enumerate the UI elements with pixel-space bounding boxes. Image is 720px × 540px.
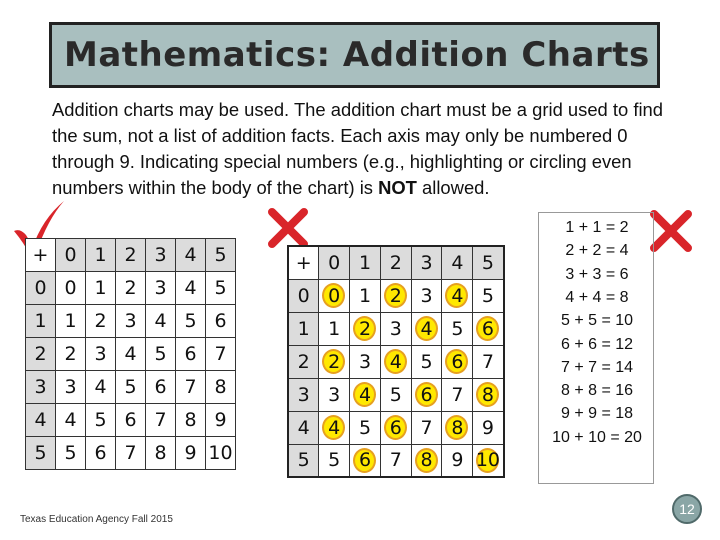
cell-value: 0: [328, 284, 341, 307]
addition-facts-list: [538, 212, 654, 484]
fact-item: 7 + 7 = 14: [560, 358, 634, 376]
cell-value: 8: [451, 416, 464, 439]
table-cell: 1: [56, 305, 86, 338]
fact-item: 8 + 8 = 16: [560, 382, 634, 400]
cell-value: 6: [451, 350, 464, 373]
table-cell: 9: [206, 404, 236, 437]
fact-item: 2 + 2 = 4: [565, 242, 629, 260]
table-row: [26, 272, 236, 305]
header-cell: 1: [350, 246, 381, 279]
cell-value: 6: [389, 416, 402, 439]
highlighted-cell: [319, 279, 350, 312]
table-cell: 7: [411, 411, 442, 444]
fact-item: 1 + 1 = 2: [565, 219, 629, 236]
header-row: [288, 246, 504, 279]
x-mark-icon: [266, 206, 310, 250]
table-row: [288, 279, 504, 312]
table-cell: 5: [146, 338, 176, 371]
header-cell: 2: [116, 239, 146, 272]
cell-value: 4: [451, 284, 464, 307]
header-cell: 5: [206, 239, 236, 272]
header-cell: 3: [288, 378, 319, 411]
footer-text: Texas Education Agency Fall 2015: [20, 514, 173, 525]
header-cell: 4: [26, 404, 56, 437]
highlighted-cell: [442, 345, 473, 378]
table-row: [26, 437, 236, 470]
header-cell: 1: [288, 312, 319, 345]
header-cell: 5: [26, 437, 56, 470]
table-cell: 5: [350, 411, 381, 444]
table-cell: 7: [380, 444, 411, 477]
table-cell: 6: [206, 305, 236, 338]
table-cell: 8: [146, 437, 176, 470]
table-cell: 0: [56, 272, 86, 305]
table-row: [26, 371, 236, 404]
fact-item: 9 + 9 = 18: [560, 405, 634, 423]
highlighted-cell: [473, 312, 504, 345]
cell-value: 4: [358, 383, 372, 406]
table-cell: 2: [116, 272, 146, 305]
table-cell: 7: [116, 437, 146, 470]
highlighted-cell: [473, 444, 504, 477]
highlighted-cell: [350, 312, 381, 345]
allowed-addition-chart: [25, 238, 236, 470]
cell-value: 6: [481, 317, 494, 340]
table-cell: 5: [442, 312, 473, 345]
table-cell: 10: [206, 437, 236, 470]
header-cell: 3: [146, 239, 176, 272]
header-cell: 2: [288, 345, 319, 378]
cell-value: 2: [358, 317, 372, 340]
cell-value: 4: [389, 350, 402, 373]
table-row: [26, 404, 236, 437]
table-cell: 5: [411, 345, 442, 378]
header-cell: 1: [86, 239, 116, 272]
header-cell: 5: [473, 246, 504, 279]
table-cell: 5: [473, 279, 504, 312]
title-box: [49, 22, 660, 88]
cell-value: 4: [328, 416, 341, 439]
header-cell: 2: [26, 338, 56, 371]
intro-bold-not: NOT: [378, 177, 417, 198]
table-cell: 5: [116, 371, 146, 404]
highlighted-cell: [380, 345, 411, 378]
table-cell: 3: [411, 279, 442, 312]
table-cell: 8: [206, 371, 236, 404]
table-row: [26, 338, 236, 371]
cell-value: 2: [328, 350, 341, 373]
table-cell: 3: [350, 345, 381, 378]
table-cell: 4: [56, 404, 86, 437]
table-cell: 5: [206, 272, 236, 305]
header-cell: 0: [319, 246, 350, 279]
header-cell: +: [26, 239, 56, 272]
highlighted-cell: [411, 378, 442, 411]
header-cell: +: [288, 246, 319, 279]
table-row: [288, 312, 504, 345]
header-cell: 0: [288, 279, 319, 312]
highlighted-cell: [473, 378, 504, 411]
header-cell: 0: [26, 272, 56, 305]
highlighted-cell: [319, 345, 350, 378]
header-cell: 1: [26, 305, 56, 338]
intro-text: Addition charts may be used. The addition chart must be a grid used to find the sum, not a list of addition facts. Each axis may only be numbered 0 through 9. Indicating special numbers (e.g., highlighting or circling even numbers within the body of the chart) is: [52, 99, 663, 198]
page-title: Mathematics: Addition Charts: [64, 35, 650, 75]
table-cell: 6: [146, 371, 176, 404]
header-cell: 4: [288, 411, 319, 444]
header-cell: 0: [56, 239, 86, 272]
highlighted-cell: [411, 312, 442, 345]
fact-item: 5 + 5 = 10: [560, 312, 634, 330]
highlighted-cell: [350, 444, 381, 477]
table-cell: 5: [86, 404, 116, 437]
table-cell: 7: [442, 378, 473, 411]
table-cell: 7: [176, 371, 206, 404]
highlighted-cell: [411, 444, 442, 477]
table-cell: 9: [442, 444, 473, 477]
table-row: [26, 305, 236, 338]
table-cell: 1: [86, 272, 116, 305]
header-cell: 2: [380, 246, 411, 279]
table-cell: 4: [146, 305, 176, 338]
cell-value: 8: [481, 383, 494, 406]
highlighted-cell: [319, 411, 350, 444]
header-cell: 4: [442, 246, 473, 279]
table-cell: 1: [350, 279, 381, 312]
table-row: [288, 444, 504, 477]
intro-paragraph: [52, 97, 692, 201]
table-cell: 9: [176, 437, 206, 470]
header-row: [26, 239, 236, 272]
table-cell: 2: [86, 305, 116, 338]
header-cell: 3: [26, 371, 56, 404]
highlighted-cell: [380, 279, 411, 312]
table-cell: 5: [319, 444, 350, 477]
cell-value: 8: [420, 449, 433, 472]
table-cell: 3: [319, 378, 350, 411]
table-row: [288, 345, 504, 378]
table-cell: 1: [319, 312, 350, 345]
table-cell: 3: [116, 305, 146, 338]
page-number-badge: 12: [672, 494, 702, 524]
table-cell: 7: [206, 338, 236, 371]
table-cell: 8: [176, 404, 206, 437]
fact-item: 3 + 3 = 6: [565, 265, 629, 283]
intro-text-end: allowed.: [416, 177, 490, 198]
table-cell: 5: [56, 437, 86, 470]
table-cell: 7: [473, 345, 504, 378]
table-cell: 6: [86, 437, 116, 470]
cell-value: 4: [420, 317, 433, 340]
highlighted-cell: [380, 411, 411, 444]
table-cell: 3: [380, 312, 411, 345]
table-cell: 4: [116, 338, 146, 371]
table-cell: 4: [176, 272, 206, 305]
table-cell: 2: [56, 338, 86, 371]
fact-item: 4 + 4 = 8: [565, 288, 629, 306]
cell-value: 6: [420, 383, 433, 406]
cell-value: 2: [389, 284, 402, 307]
table-cell: 7: [146, 404, 176, 437]
highlighted-cell: [442, 411, 473, 444]
table-cell: 3: [56, 371, 86, 404]
table-cell: 5: [176, 305, 206, 338]
highlighted-cell: [442, 279, 473, 312]
fact-item: 10 + 10 = 20: [552, 428, 642, 446]
table-cell: 4: [86, 371, 116, 404]
highlighted-cell: [350, 378, 381, 411]
header-cell: 3: [411, 246, 442, 279]
header-cell: 5: [288, 444, 319, 477]
cell-value: 6: [358, 449, 372, 472]
table-cell: 6: [116, 404, 146, 437]
table-row: [288, 378, 504, 411]
table-cell: 3: [86, 338, 116, 371]
table-cell: 3: [146, 272, 176, 305]
cell-value: 10: [475, 449, 501, 472]
table-cell: 6: [176, 338, 206, 371]
highlighted-addition-chart: [287, 245, 505, 478]
table-cell: 9: [473, 411, 504, 444]
fact-item: 6 + 6 = 12: [560, 335, 634, 353]
table-cell: 5: [380, 378, 411, 411]
header-cell: 4: [176, 239, 206, 272]
table-row: [288, 411, 504, 444]
